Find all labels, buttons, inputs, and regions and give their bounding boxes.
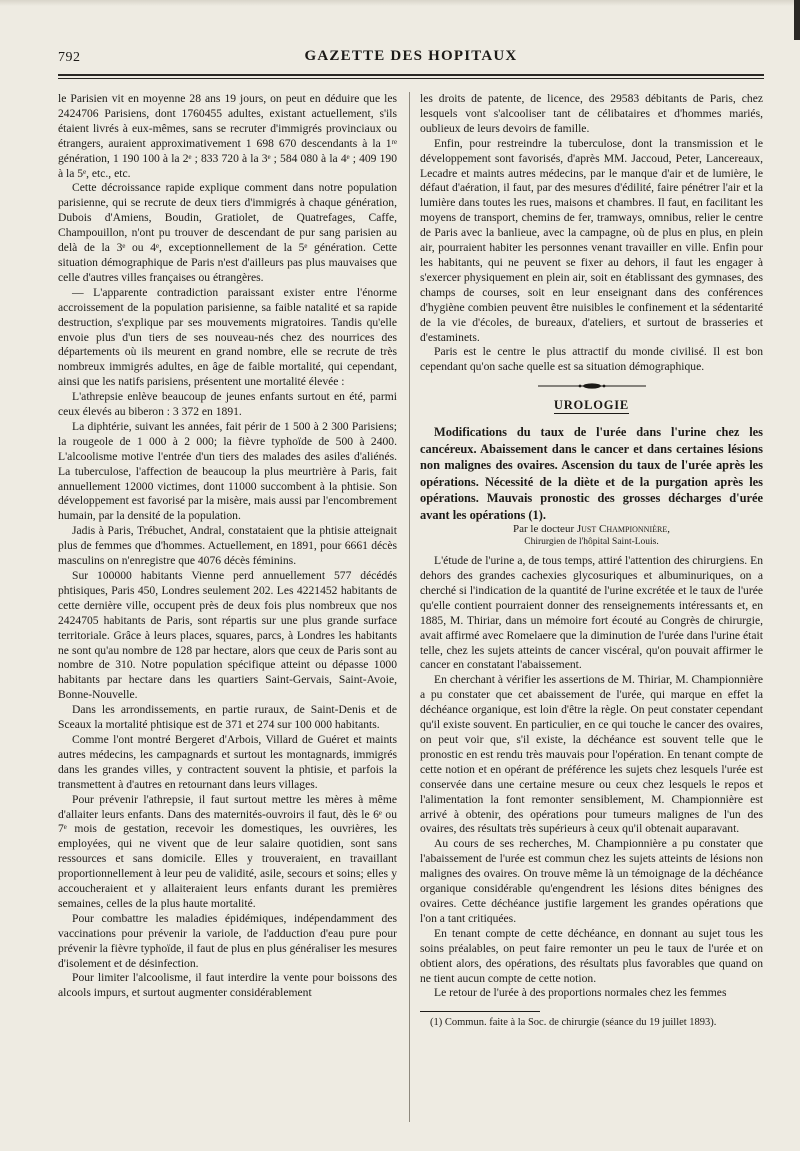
binding-edge-mark (794, 0, 800, 40)
section-heading-text: UROLOGIE (553, 398, 630, 413)
paragraph: le Parisien vit en moyenne 28 ans 19 jours, on peut en déduire que les 2424706 Parisiens, dont 1760455 adultes, existant actuellement, s'ils étaient livrés à eux-mêmes, sans se recruter d'immigrés provinciaux ou étrangers, auraient approximativement 1 698 670 descendants à la 1ʳᵉ génération, 1 190 100 à la 2ᵉ ; 833 720 à la 3ᵉ ; 584 080 à la 4ᵉ ; 409 190 à la 5ᵉ, etc., etc. (58, 92, 397, 180)
byline-prefix: Par le docteur (513, 523, 577, 536)
page-header (58, 44, 764, 66)
paragraph: Le retour de l'urée à des proportions normales chez les femmes (434, 986, 727, 1000)
paragraph: — L'apparente contradiction paraissant exister entre l'énorme accroissement de la population parisienne, sa faible natalité et sa rapide destruction, s'explique par ses mouvements migratoires. Tandis qu'elle envoie plus d'un tiers de ses nouveau-nés chez des nourrices des départements où ils meurent en grand nombre, elle se recrute de très nombreux immigrés adultes, en âge de faible mortalité, qui cependant, ainsi que les natifs parisiens, présentent une mortalité élevée : (58, 285, 397, 389)
paragraph: L'athrepsie enlève beaucoup de jeunes enfants surtout en été, parmi ceux élevés au biberon : 3 372 en 1891. (58, 390, 397, 419)
paragraph: Jadis à Paris, Trébuchet, Andral, constataient que la phtisie atteignait plus de femmes que d'hommes. Actuellement, en 1891, pour 6661 décès masculins on n'enregistre que 4076 décès féminins. (58, 524, 397, 568)
byline-author: Just Championnière, (576, 523, 670, 536)
header-rule-thick (58, 74, 764, 76)
paragraph: Enfin, pour restreindre la tuberculose, dont la transmission et le développement sont favorisés, d'après MM. Jaccoud, Peter, Lancereaux, Lecadre et maints autres médecins, par le manque d'air et de lumière, le défaut d'aération, il faut, par des mesures d'édilité, faire pénétrer l'air et la lumière dans toutes les rues, maisons et chambres. Il faut, en facilitant les moyens de transport, chemins de fer, tramways, omnibus, relier le centre de Paris avec la banlieue, avec la campagne, où de plus en plus, en plein air, pourraient habiter les personnes venant travailler en ville. Enfin pour les habitants, qui ne peuvent se fixer au dehors, il faut les engager à s'exercer physiquement en plein air, soit en établissant des gymnases, des champs de courses, soit en leur enseignant dans des conférences d'hygiène combien peuvent être nuisibles le confinement et la sédentarité de la vie d'écoles, de bureaux, d'ateliers, et surtout de brasseries et d'estaminets. (420, 136, 763, 344)
journal-title: GAZETTE DES HOPITAUX (304, 48, 518, 64)
right-column-intro (420, 92, 763, 375)
paragraph: Paris est le centre le plus attractif du monde civilisé. Il est bon cependant qu'on sache quelle est sa situation démographique. (420, 345, 763, 374)
left-column (58, 92, 397, 1001)
paragraph: les droits de patente, de licence, des 29583 débitants de Paris, chez lesquels vont s'alcooliser tant de célibataires et d'hommes mariés, oublieux de leurs devoirs de famille. (420, 92, 763, 135)
paragraph: Dans les arrondissements, en partie ruraux, de Saint-Denis et de Sceaux la mortalité phtisique est de 371 et 274 sur 100 000 habitants. (58, 703, 397, 732)
paragraph: En tenant compte de cette déchéance, en donnant au sujet tous les soins préalables, on peut faire remonter un peu le taux de l'urée et on obtient alors, des opérations, des résultats plus favorables que quand on ne tient aucun compte de cette notion. (420, 926, 763, 985)
page-top-edge (0, 0, 800, 6)
byline (420, 523, 763, 536)
right-column (420, 92, 763, 1029)
paragraph: Sur 100000 habitants Vienne perd annuellement 577 décédés phtisiques, Paris 450, Londres seulement 202. Les 4221452 habitants de cette dernière ville, occupent près de deux fois plus nombreux que nos 2424705 habitants de Paris, sont répartis sur une plus grande surface territoriale. Grâce à leurs places, squares, parcs, à Londres les habitants ne sont qu'au nombre de 128 par hectare, alors que ceux de Paris sont au nombre de 310. Notre population spécifique atteint ou dépasse 1000 habitants par hectare dans les quartiers Saint-Gervais, Saint-Avoie, Bonne-Nouvelle. (58, 569, 397, 702)
footnote-rule (420, 1011, 540, 1012)
paragraph: Cette décroissance rapide explique comment dans notre population parisienne, qui se recrute de deux tiers d'immigrés à chaque génération, Dubois d'Amiens, Boudin, Gratiolet, de Quatrefages, Caffe, Champouillon, n'ont pu trouver de descendant de pur sang parisien au delà de la 3ᵉ ou 4ᵉ, exceptionnellement de la 5ᵉ génération. Cette situation démographique de Paris n'est d'ailleurs pas plus mauvaises que celle d'autres villes françaises ou étrangères. (58, 181, 397, 284)
paragraph: En cherchant à vérifier les assertions de M. Thiriar, M. Championnière a pu constater que cet abaissement de l'urée, qui marque en effet la déchéance organique, est loin d'être la règle. On peut constater cependant qu'il existe souvent. En particulier, en ce qui touche le cancer des ovaires, on peut voir que, s'il existe, la déchéance est souvent telle que le pronostic en est rendu très mauvais pour l'opération. En tenant compte de cette notion et en opérant de préférence les sujets chez lesquels l'urée est conservée dans une certaine mesure ou ceux chez lesquels le repos et l'alimentation la font remonter sensiblement, M. Championnière est arrivé à obtenir, des opérations pour tumeurs malignes de l'un des ovaires, des résultats très supérieurs à ceux qu'il obtenait auparavant. (420, 673, 763, 836)
section-heading (420, 398, 763, 414)
paragraph: Pour limiter l'alcoolisme, il faut interdire la vente pour boissons des alcools impurs, et surtout augmenter considérablement (58, 971, 397, 1000)
page-number: 792 (58, 50, 81, 65)
author-affiliation: Chirurgien de l'hôpital Saint-Louis. (524, 537, 659, 548)
article-body (420, 554, 763, 1001)
paragraph: Au cours de ses recherches, M. Championnière a pu constater que l'abaissement de l'urée est commun chez les sujets atteints de lésions non malignes des ovaires. On trouve même là un témoignage de la déchéance organique considérable qu'engendrent les lésions dites bénignes des ovaires. Cette déchéance justifie largement les grandes opérations que l'on a tant critiquées. (420, 837, 763, 925)
paragraph: L'étude de l'urine a, de tous temps, attiré l'attention des chirurgiens. En dehors des grandes cachexies glycosuriques et albuminuriques, on a cherché si l'indication de la quantité de l'urine excrétée et le taux de l'urée qu'elle contient pourraient donner des renseignements intéressants et, en 1885, M. Thiriar, dans un mémoire fort écouté au Congrès de chirurgie, avait affirmé avec Romelaere que la diminution de l'urée dans l'urine était telle, chez les sujets atteints de cancer viscéral, qu'on pouvait affirmer le cancer en constatant l'abaissement. (420, 554, 763, 672)
header-rule-thin (58, 78, 764, 79)
footnote: (1) Commun. faite à la Soc. de chirurgie (séance du 19 juillet 1893). (430, 1017, 717, 1029)
paragraph: Comme l'ont montré Bergeret d'Arbois, Villard de Guéret et maints autres médecins, les campagnards et surtout les montagnards, immigrés dans les grandes villes, y contractent souvent la phtisie, et parfois la transmettent à d'autres en retournant dans leurs villages. (58, 732, 397, 791)
section-ornament (532, 382, 652, 390)
paragraph: Pour combattre les maladies épidémiques, indépendamment des vaccinations pour prévenir la variole, de l'adduction d'eau pure pour prévenir la fièvre typhoïde, il faut de plus en plus généraliser les mesures d'isolement et de désinfection. (58, 911, 398, 970)
column-divider (409, 92, 410, 1122)
paragraph: La diphtérie, suivant les années, fait périr de 1 500 à 2 300 Parisiens; la rougeole de 1 000 à 2 000; la fièvre typhoïde de 500 à 2400. L'alcoolisme motive l'entrée d'un tiers des malades des asiles d'aliénés. La tuberculose, l'affection de beaucoup la plus meurtrière à Paris, fait annuellement 12000 victimes, dont 11000 succombent à la phtisie. Son développement est favorisé par la misère, mais aussi par l'encombrement humain, par la densité de la population. (58, 419, 397, 523)
article-title: Modifications du taux de l'urée dans l'urine chez les cancéreux. Abaissement dans le cancer et dans certaines lésions non malignes des ovaires. Ascension du taux de l'urée après les opérations. Nécessité de la diète et de la purgation après les opérations. Mauvais pronostic des grosses décharges d'urée avant les opérations (1). (420, 425, 763, 522)
paragraph: Pour prévenir l'athrepsie, il faut surtout mettre les mères à même d'allaiter leurs enfants. Dans des maternités-ouvroirs il faut, dès le 6ᵉ ou 7ᵉ mois de gestation, recevoir les domestiques, les ouvrières, les employées, qui ne vivent que de leur salaire quotidien, sont sans ressources et sans domicile. Elles y trouveraient, en travaillant proportionnellement à leur peu de validité, asile, secours et soins; elles y accoucheraient et y allaiteraient leurs enfants durant les premières semaines, celles de la plus haute mortalité. (58, 792, 397, 910)
